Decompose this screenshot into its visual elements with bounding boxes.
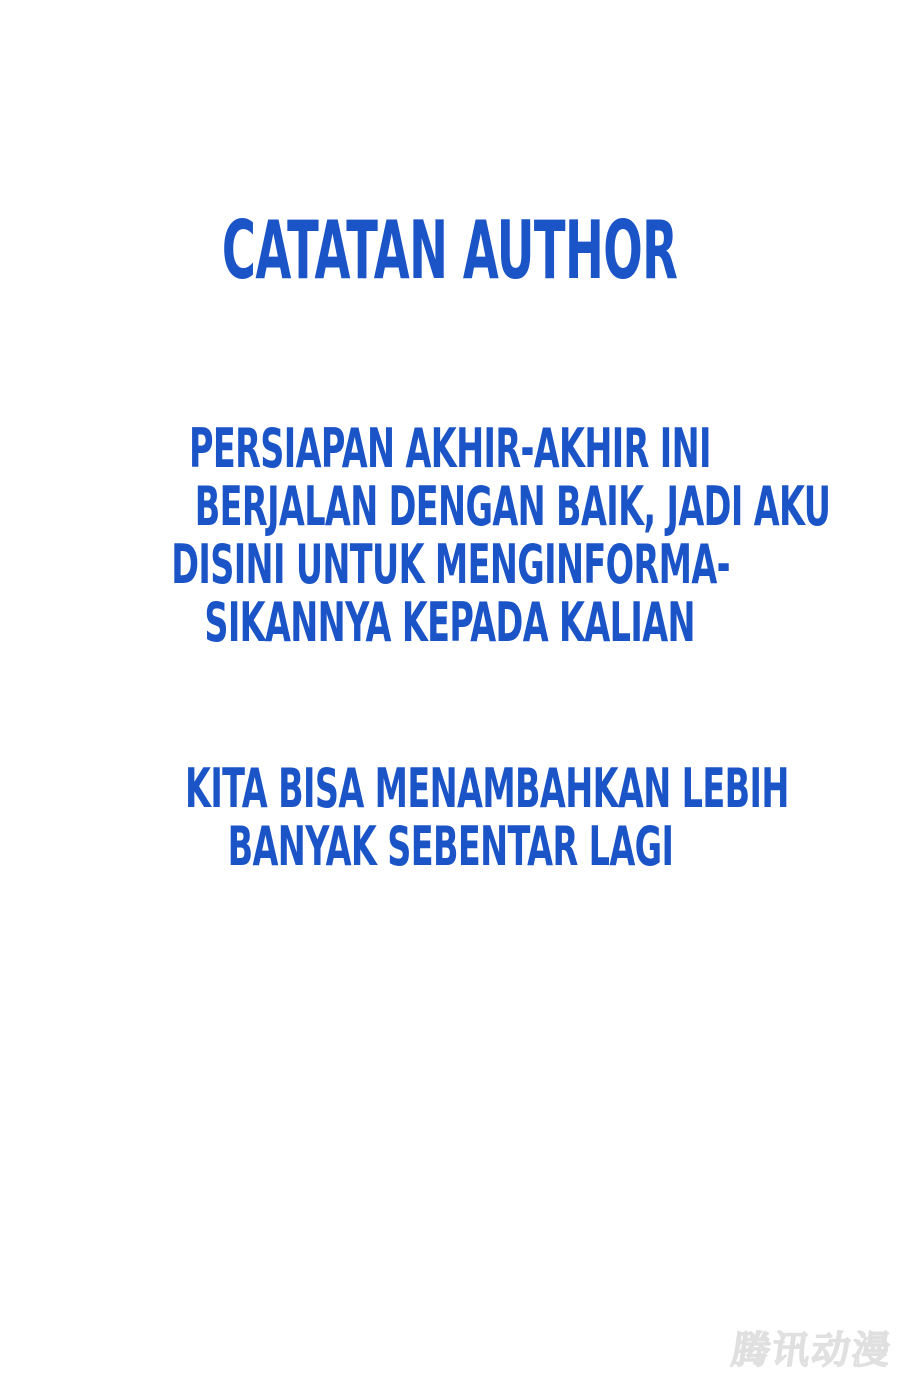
text-line-content: SIKANNYA KEPADA KALIAN (204, 591, 696, 654)
text-line-content: DISINI UNTUK MENGINFORMA- (171, 533, 730, 596)
author-note-paragraph-2 (0, 757, 900, 878)
text-line-content: KITA BISA MENAMBAHKAN LEBIH (185, 757, 789, 820)
text-line (0, 475, 900, 538)
text-line (0, 591, 900, 654)
tencent-comics-logo-watermark: 腾讯动漫 (728, 1328, 896, 1372)
text-line-content: PERSIAPAN AKHIR-AKHIR INI (189, 417, 711, 480)
text-line (0, 757, 900, 820)
page-title (0, 206, 900, 296)
text-line (0, 815, 900, 878)
text-line-content: BANYAK SEBENTAR LAGI (227, 815, 673, 878)
text-line (0, 533, 900, 596)
text-line (0, 417, 900, 480)
page-title-text: CATATAN AUTHOR (222, 204, 678, 297)
author-note-paragraph-1 (0, 417, 900, 654)
text-line-content: BERJALAN DENGAN BAIK, JADI AKU (194, 475, 831, 538)
